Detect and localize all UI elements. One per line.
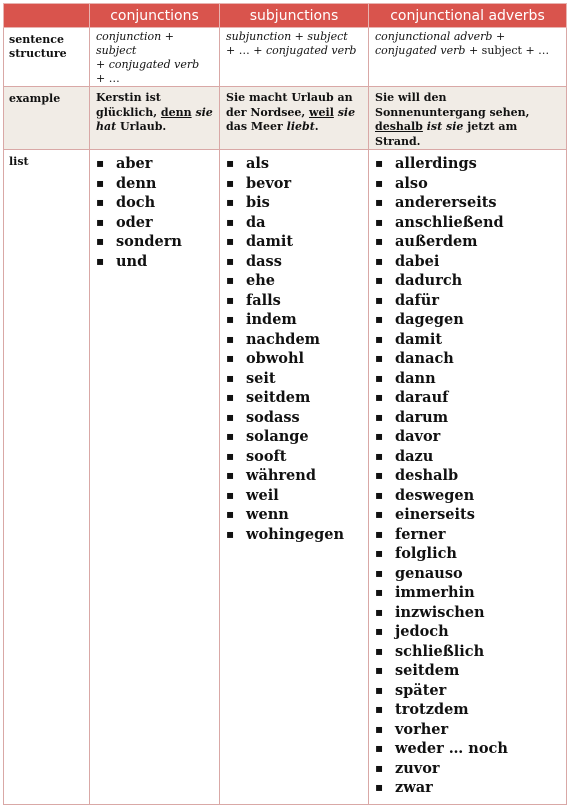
list-item [226, 154, 368, 174]
structure-part: subjunction [226, 30, 292, 43]
list-item-word: doch [116, 194, 156, 211]
list-item [96, 213, 219, 233]
list-item-word: ferner [395, 525, 446, 543]
list-item-word: zuvor [395, 759, 440, 777]
example-row [4, 87, 567, 150]
list-item [375, 388, 566, 408]
list-item [375, 505, 566, 525]
list-item [375, 720, 566, 740]
bullet-icon: ▪ [96, 195, 105, 209]
list-item-word: anschließend [395, 213, 504, 231]
list-item [375, 778, 566, 798]
bullet-icon: ▪ [375, 760, 384, 775]
sentence-structure-row [4, 28, 567, 87]
bullet-icon: ▪ [226, 448, 235, 463]
list-item-word: einerseits [395, 506, 475, 523]
example-italic: sie [337, 105, 356, 119]
structure-adverbs [369, 28, 566, 58]
list-item-word: obwohl [246, 350, 305, 367]
structure-conjunctions-cell [90, 28, 220, 87]
list-item-word: inzwischen [395, 603, 485, 621]
structure-part: + subject + … [465, 44, 550, 57]
bullet-icon: ▪ [375, 507, 384, 521]
list-item-word: danach [395, 350, 454, 367]
list-item [375, 622, 566, 642]
structure-part: conjunction [96, 30, 162, 43]
list-item [226, 174, 368, 194]
bullet-icon: ▪ [375, 273, 384, 287]
list-item-word: da [246, 213, 266, 231]
example-row-label: example [9, 92, 61, 105]
list-item-word: immerhin [395, 584, 475, 601]
list-item-word: davor [395, 428, 441, 445]
list-item [375, 661, 566, 681]
bullet-icon: ▪ [375, 175, 384, 190]
list-item [226, 388, 368, 408]
example-keyword: denn [160, 105, 192, 119]
list-item-word: sodass [246, 408, 300, 426]
list-item [226, 408, 368, 428]
list-item [226, 291, 368, 311]
bullet-icon: ▪ [226, 273, 235, 287]
list-item [226, 213, 368, 233]
example-text: das Meer [226, 120, 287, 133]
list-item [226, 466, 368, 486]
list-item [96, 252, 219, 272]
list-adverbs-cell [369, 150, 567, 805]
bullet-icon: ▪ [226, 234, 235, 248]
list-item-word: solange [246, 428, 309, 445]
list-item-word: außerdem [395, 233, 478, 250]
bullet-icon: ▪ [375, 390, 384, 404]
bullet-icon: ▪ [96, 234, 105, 248]
example-subjunctions-cell [220, 87, 369, 150]
list-item [375, 291, 566, 311]
structure-adverbs-cell [369, 28, 567, 87]
list-item-word: genauso [395, 564, 463, 582]
example-text: Sie will den Sonnenuntergang sehen, [375, 91, 530, 119]
example-adverbs-cell [369, 87, 567, 150]
bullet-icon: ▪ [375, 448, 384, 463]
list-item [375, 408, 566, 428]
list-item [226, 310, 368, 330]
structure-part: conjugated verb [108, 58, 200, 71]
list-item-word: dann [395, 369, 436, 387]
example-keyword: deshalb [375, 120, 423, 133]
list-item-word: damit [246, 233, 294, 250]
bullet-icon: ▪ [375, 546, 384, 560]
list-item-word: ehe [246, 272, 275, 289]
bullet-icon: ▪ [375, 292, 384, 307]
bullet-icon: ▪ [375, 214, 384, 229]
header-empty-cell [4, 4, 90, 28]
bullet-icon: ▪ [226, 214, 235, 229]
list-item-word: oder [116, 213, 153, 231]
list-item [375, 447, 566, 467]
bullet-icon: ▪ [96, 156, 105, 170]
list-item [226, 252, 368, 272]
header-subjunctions: subjunctions [220, 4, 369, 28]
example-adverbs [369, 87, 566, 149]
list-item-word: schließlich [395, 642, 485, 660]
list-item [375, 213, 566, 233]
example-text: Sie macht Urlaub an der Nordsee, [226, 91, 353, 119]
bullet-icon: ▪ [226, 429, 235, 443]
list-item [375, 271, 566, 291]
adverbs-list [369, 150, 566, 798]
structure-part: conjugated verb [375, 44, 466, 57]
structure-label-line2: structure [9, 47, 67, 60]
list-item [226, 232, 368, 252]
bullet-icon: ▪ [375, 624, 384, 638]
bullet-icon: ▪ [226, 312, 235, 326]
list-item-word: damit [395, 330, 443, 348]
list-item [375, 544, 566, 564]
list-item-word: trotzdem [395, 701, 469, 718]
structure-part: + [161, 30, 174, 43]
bullet-icon: ▪ [375, 487, 384, 502]
structure-part: subject [96, 44, 137, 57]
list-item-word: zwar [395, 779, 433, 796]
list-item-word: also [395, 174, 428, 192]
structure-label-line1: sentence [9, 33, 64, 46]
list-item-word: deswegen [395, 486, 475, 504]
bullet-icon: ▪ [226, 468, 235, 482]
bullet-icon: ▪ [226, 156, 235, 170]
example-subjunctions [220, 87, 368, 135]
list-item-word: denn [116, 174, 157, 192]
list-item [375, 252, 566, 272]
bullet-icon: ▪ [375, 721, 384, 736]
list-item-word: während [246, 467, 316, 484]
list-label-cell [4, 150, 90, 805]
bullet-icon: ▪ [375, 351, 384, 365]
structure-part: subject [307, 30, 348, 43]
example-text: Kerstin ist glücklich, [96, 91, 161, 119]
header-row [4, 4, 567, 28]
list-subjunctions-cell [220, 150, 369, 805]
list-item-word: wohingegen [246, 525, 345, 543]
bullet-icon: ▪ [375, 526, 384, 541]
structure-label-cell [4, 28, 90, 87]
list-item-word: folglich [395, 545, 457, 562]
example-italic: liebt [286, 120, 315, 133]
list-item-word: bis [246, 194, 270, 211]
bullet-icon: ▪ [375, 234, 384, 248]
list-item [226, 193, 368, 213]
bullet-icon: ▪ [375, 643, 384, 658]
grammar-table-page [3, 3, 566, 797]
list-item-word: dafür [395, 291, 439, 309]
list-item-word: darauf [395, 389, 449, 406]
list-item-word: vorher [395, 720, 449, 738]
list-item-word: wenn [246, 506, 289, 523]
list-item [226, 330, 368, 350]
list-row [4, 150, 567, 805]
list-item [375, 486, 566, 506]
list-row-label: list [9, 155, 29, 168]
list-item-word: nachdem [246, 330, 321, 348]
example-italic: hat [96, 120, 117, 133]
example-italic: ist sie [426, 120, 464, 133]
list-item-word: dass [246, 252, 282, 270]
list-item-word: allerdings [395, 155, 477, 172]
structure-subjunctions-cell [220, 28, 369, 87]
list-item-word: und [116, 252, 148, 270]
list-item-word: darum [395, 408, 449, 426]
list-item-word: dadurch [395, 272, 463, 289]
list-item [226, 369, 368, 389]
bullet-icon: ▪ [375, 682, 384, 697]
list-item [375, 174, 566, 194]
bullet-icon: ▪ [375, 312, 384, 326]
bullet-icon: ▪ [375, 156, 384, 170]
header-conjunctional-adverbs: conjunctional adverbs [369, 4, 567, 28]
list-item-word: jedoch [395, 623, 449, 640]
list-item-word: seit [246, 369, 276, 387]
header-conjunctions: conjunctions [90, 4, 220, 28]
example-text: jetzt am Strand. [375, 120, 518, 148]
list-item [375, 700, 566, 720]
bullet-icon: ▪ [96, 253, 105, 268]
list-item-word: indem [246, 311, 297, 328]
list-item [226, 447, 368, 467]
list-item [375, 427, 566, 447]
bullet-icon: ▪ [375, 409, 384, 424]
bullet-icon: ▪ [375, 565, 384, 580]
list-item-word: deshalb [395, 467, 459, 484]
list-item [375, 739, 566, 759]
bullet-icon: ▪ [375, 195, 384, 209]
example-keyword: weil [309, 105, 334, 119]
list-item-word: weder … noch [395, 740, 508, 757]
bullet-icon: ▪ [375, 429, 384, 443]
example-conjunctions [90, 87, 219, 135]
list-item [375, 525, 566, 545]
list-item [375, 583, 566, 603]
bullet-icon: ▪ [226, 487, 235, 502]
example-conjunctions-cell [90, 87, 220, 150]
subjunctions-list [220, 150, 368, 544]
list-item [375, 642, 566, 662]
list-conjunctions-cell [90, 150, 220, 805]
list-item [96, 232, 219, 252]
structure-subjunctions [220, 28, 368, 58]
list-item [96, 174, 219, 194]
list-item-word: dagegen [395, 311, 464, 328]
bullet-icon: ▪ [226, 507, 235, 521]
structure-part: conjugated verb [265, 44, 357, 57]
list-item-word: seitdem [246, 389, 311, 406]
list-item [375, 603, 566, 623]
bullet-icon: ▪ [375, 780, 384, 794]
list-item-word: sooft [246, 447, 287, 465]
example-text: . [314, 120, 319, 133]
list-item [375, 759, 566, 779]
bullet-icon: ▪ [375, 741, 384, 755]
list-item-word: weil [246, 486, 279, 504]
list-item [226, 525, 368, 545]
bullet-icon: ▪ [226, 175, 235, 190]
structure-part: + … [96, 72, 120, 85]
list-item [96, 193, 219, 213]
bullet-icon: ▪ [96, 214, 105, 229]
conjunctions-list [90, 150, 219, 271]
list-item-word: andererseits [395, 194, 497, 211]
structure-row-label [4, 28, 89, 61]
list-item-word: seitdem [395, 662, 460, 679]
list-item-word: bevor [246, 174, 292, 192]
structure-part: + [291, 30, 308, 43]
list-item [375, 154, 566, 174]
list-item-word: später [395, 681, 447, 699]
list-item-word: dabei [395, 252, 440, 270]
list-item [375, 193, 566, 213]
structure-part: conjunctional adverb [375, 30, 493, 43]
list-item [375, 564, 566, 584]
list-item-word: sondern [116, 233, 182, 250]
list-item [375, 330, 566, 350]
list-item [375, 310, 566, 330]
list-item [226, 505, 368, 525]
bullet-icon: ▪ [375, 663, 384, 677]
list-item-word: aber [116, 155, 153, 172]
example-label-cell [4, 87, 90, 150]
list-item-word: dazu [395, 447, 434, 465]
list-item-word: als [246, 155, 270, 172]
bullet-icon: ▪ [375, 585, 384, 599]
bullet-icon: ▪ [375, 604, 384, 619]
structure-part: + … + [226, 44, 266, 57]
bullet-icon: ▪ [226, 526, 235, 541]
list-item [226, 349, 368, 369]
list-item [226, 427, 368, 447]
list-item [96, 154, 219, 174]
list-item [226, 486, 368, 506]
structure-part: + [96, 58, 109, 71]
list-item-word: falls [246, 291, 281, 309]
bullet-icon: ▪ [226, 351, 235, 365]
list-item [375, 232, 566, 252]
list-item [375, 466, 566, 486]
list-item [226, 271, 368, 291]
bullet-icon: ▪ [375, 370, 384, 385]
bullet-icon: ▪ [226, 195, 235, 209]
bullet-icon: ▪ [96, 175, 105, 190]
list-item [375, 681, 566, 701]
bullet-icon: ▪ [375, 468, 384, 482]
example-italic: sie [195, 105, 213, 119]
bullet-icon: ▪ [226, 390, 235, 404]
bullet-icon: ▪ [226, 409, 235, 424]
list-item [375, 349, 566, 369]
structure-part: + [492, 30, 506, 43]
bullet-icon: ▪ [226, 292, 235, 307]
structure-conjunctions [90, 28, 219, 86]
bullet-icon: ▪ [226, 331, 235, 346]
bullet-icon: ▪ [375, 253, 384, 268]
bullet-icon: ▪ [375, 702, 384, 716]
bullet-icon: ▪ [226, 370, 235, 385]
bullet-icon: ▪ [375, 331, 384, 346]
conjunctions-table [3, 3, 567, 805]
list-item [375, 369, 566, 389]
example-text: Urlaub. [116, 120, 167, 133]
bullet-icon: ▪ [226, 253, 235, 268]
